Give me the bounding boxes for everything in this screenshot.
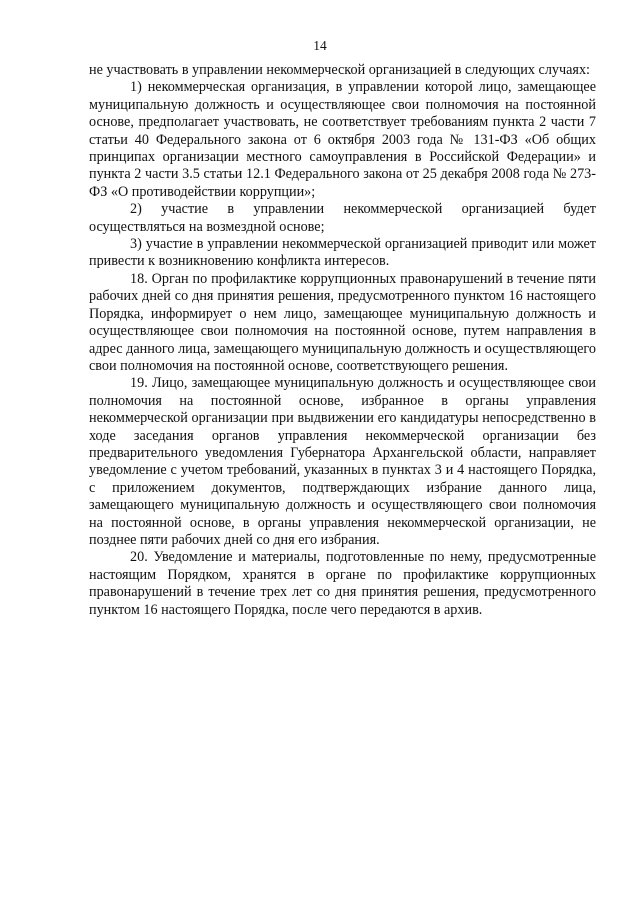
paragraph-item-3: 3) участие в управлении некоммерческой организацией приводит или может привести к возникновению конфликта интересов. <box>89 236 596 270</box>
paragraph-intro-continuation: не участвовать в управлении некоммерческой организацией в следующих случаях: <box>89 62 590 78</box>
paragraph-item-1: 1) некоммерческая организация, в управлении которой лицо, замещающее муниципальную должность и осуществляющее свои полномочия на постоянной основе, предполагает участвовать, не соответствует требованиям пункта 2 части 7 статьи 40 Федерального закона от 6 октября 2003 года № 131-ФЗ «Об общих принципах организации местного самоуправления в Российской Федерации» и пункта 2 части 3.5 статьи 12.1 Федерального закона от 25 декабря 2008 года № 273-ФЗ «О противодействии коррупции»; <box>89 79 596 200</box>
paragraph-item-2: 2) участие в управлении некоммерческой организацией будет осуществляться на возмездной основе; <box>89 201 596 235</box>
document-body <box>89 62 596 619</box>
page-number: 14 <box>313 38 327 53</box>
paragraph-point-20: 20. Уведомление и материалы, подготовленные по нему, предусмотренные настоящим Порядком, хранятся в органе по профилактике коррупционных правонарушений в течение трех лет со дня принятия решения, предусмотренного пунктом 16 настоящего Порядка, после чего передаются в архив. <box>89 549 596 618</box>
paragraph-point-19: 19. Лицо, замещающее муниципальную должность и осуществляющее свои полномочия на постоянной основе, избранное в органы управления некоммерческой организации при выдвижении его кандидатуры непосредственно в ходе заседания органов управления некоммерческой организации без предварительного уведомления Губернатора Архангельской области, направляет уведомление с учетом требований, указанных в пунктах 3 и 4 настоящего Порядка, с приложением документов, подтверждающих избрание данного лица, замещающего муниципальную должность и осуществляющего свои полномочия на постоянной основе, в органы управления некоммерческой организации, не позднее пяти рабочих дней со дня его избрания. <box>89 375 596 548</box>
paragraph-point-18: 18. Орган по профилактике коррупционных правонарушений в течение пяти рабочих дней со дня принятия решения, предусмотренного пунктом 16 настоящего Порядка, информирует о нем лицо, замещающее муниципальную должность и осуществляющее свои полномочия на постоянной основе, путем направления в адрес данного лица, замещающего муниципальную должность и осуществляющего свои полномочия на постоянной основе, соответствующего решения. <box>89 270 596 374</box>
